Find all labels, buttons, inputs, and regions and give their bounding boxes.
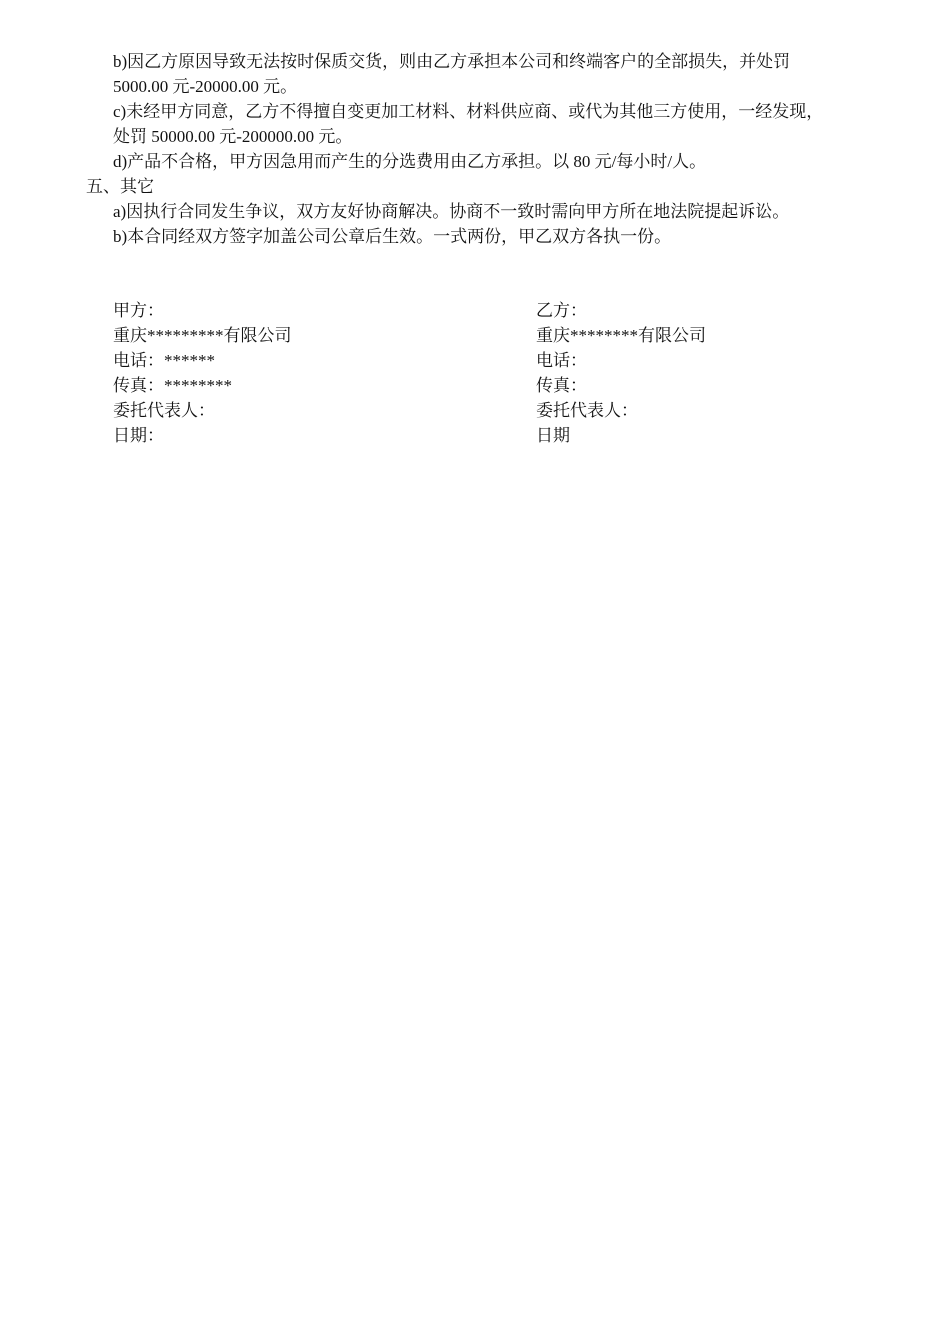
party-b-label: 乙方： <box>536 301 587 320</box>
party-a-company: 重庆*********有限公司 <box>113 326 292 345</box>
clause-b-line1: b)因乙方原因导致无法按时保质交货，则由乙方承担本公司和终端客户的全部损失，并处罚 <box>113 52 791 71</box>
section-heading: 五、其它 <box>86 177 154 196</box>
clause-b-line2: 5000.00 元-20000.00 元。 <box>113 77 298 96</box>
party-b-agent: 委托代表人： <box>536 401 638 420</box>
clause-c-line1: c)未经甲方同意，乙方不得擅自变更加工材料、材料供应商、或代为其他三方使用，一经发现， <box>113 102 824 121</box>
party-a-phone: 电话：****** <box>113 351 215 370</box>
party-b-signature-block <box>536 298 706 448</box>
party-b-company: 重庆********有限公司 <box>536 326 706 345</box>
party-b-phone: 电话： <box>536 351 587 370</box>
party-a-signature-block <box>113 298 292 448</box>
clause-d: d)产品不合格，甲方因急用而产生的分选费用由乙方承担。以 80 元/每小时/人。 <box>113 152 707 171</box>
party-a-date: 日期： <box>113 426 164 445</box>
section-clause-a: a)因执行合同发生争议，双方友好协商解决。协商不一致时需向甲方所在地法院提起诉讼。 <box>113 202 790 221</box>
party-a-agent: 委托代表人： <box>113 401 215 420</box>
party-a-fax: 传真：******** <box>113 376 232 395</box>
clause-c-line2: 处罚 50000.00 元-200000.00 元。 <box>113 127 353 146</box>
party-a-label: 甲方： <box>113 301 164 320</box>
section-clause-b: b)本合同经双方签字加盖公司公章后生效。一式两份，甲乙双方各执一份。 <box>113 227 672 246</box>
party-b-fax: 传真： <box>536 376 587 395</box>
party-b-date: 日期 <box>536 426 570 445</box>
